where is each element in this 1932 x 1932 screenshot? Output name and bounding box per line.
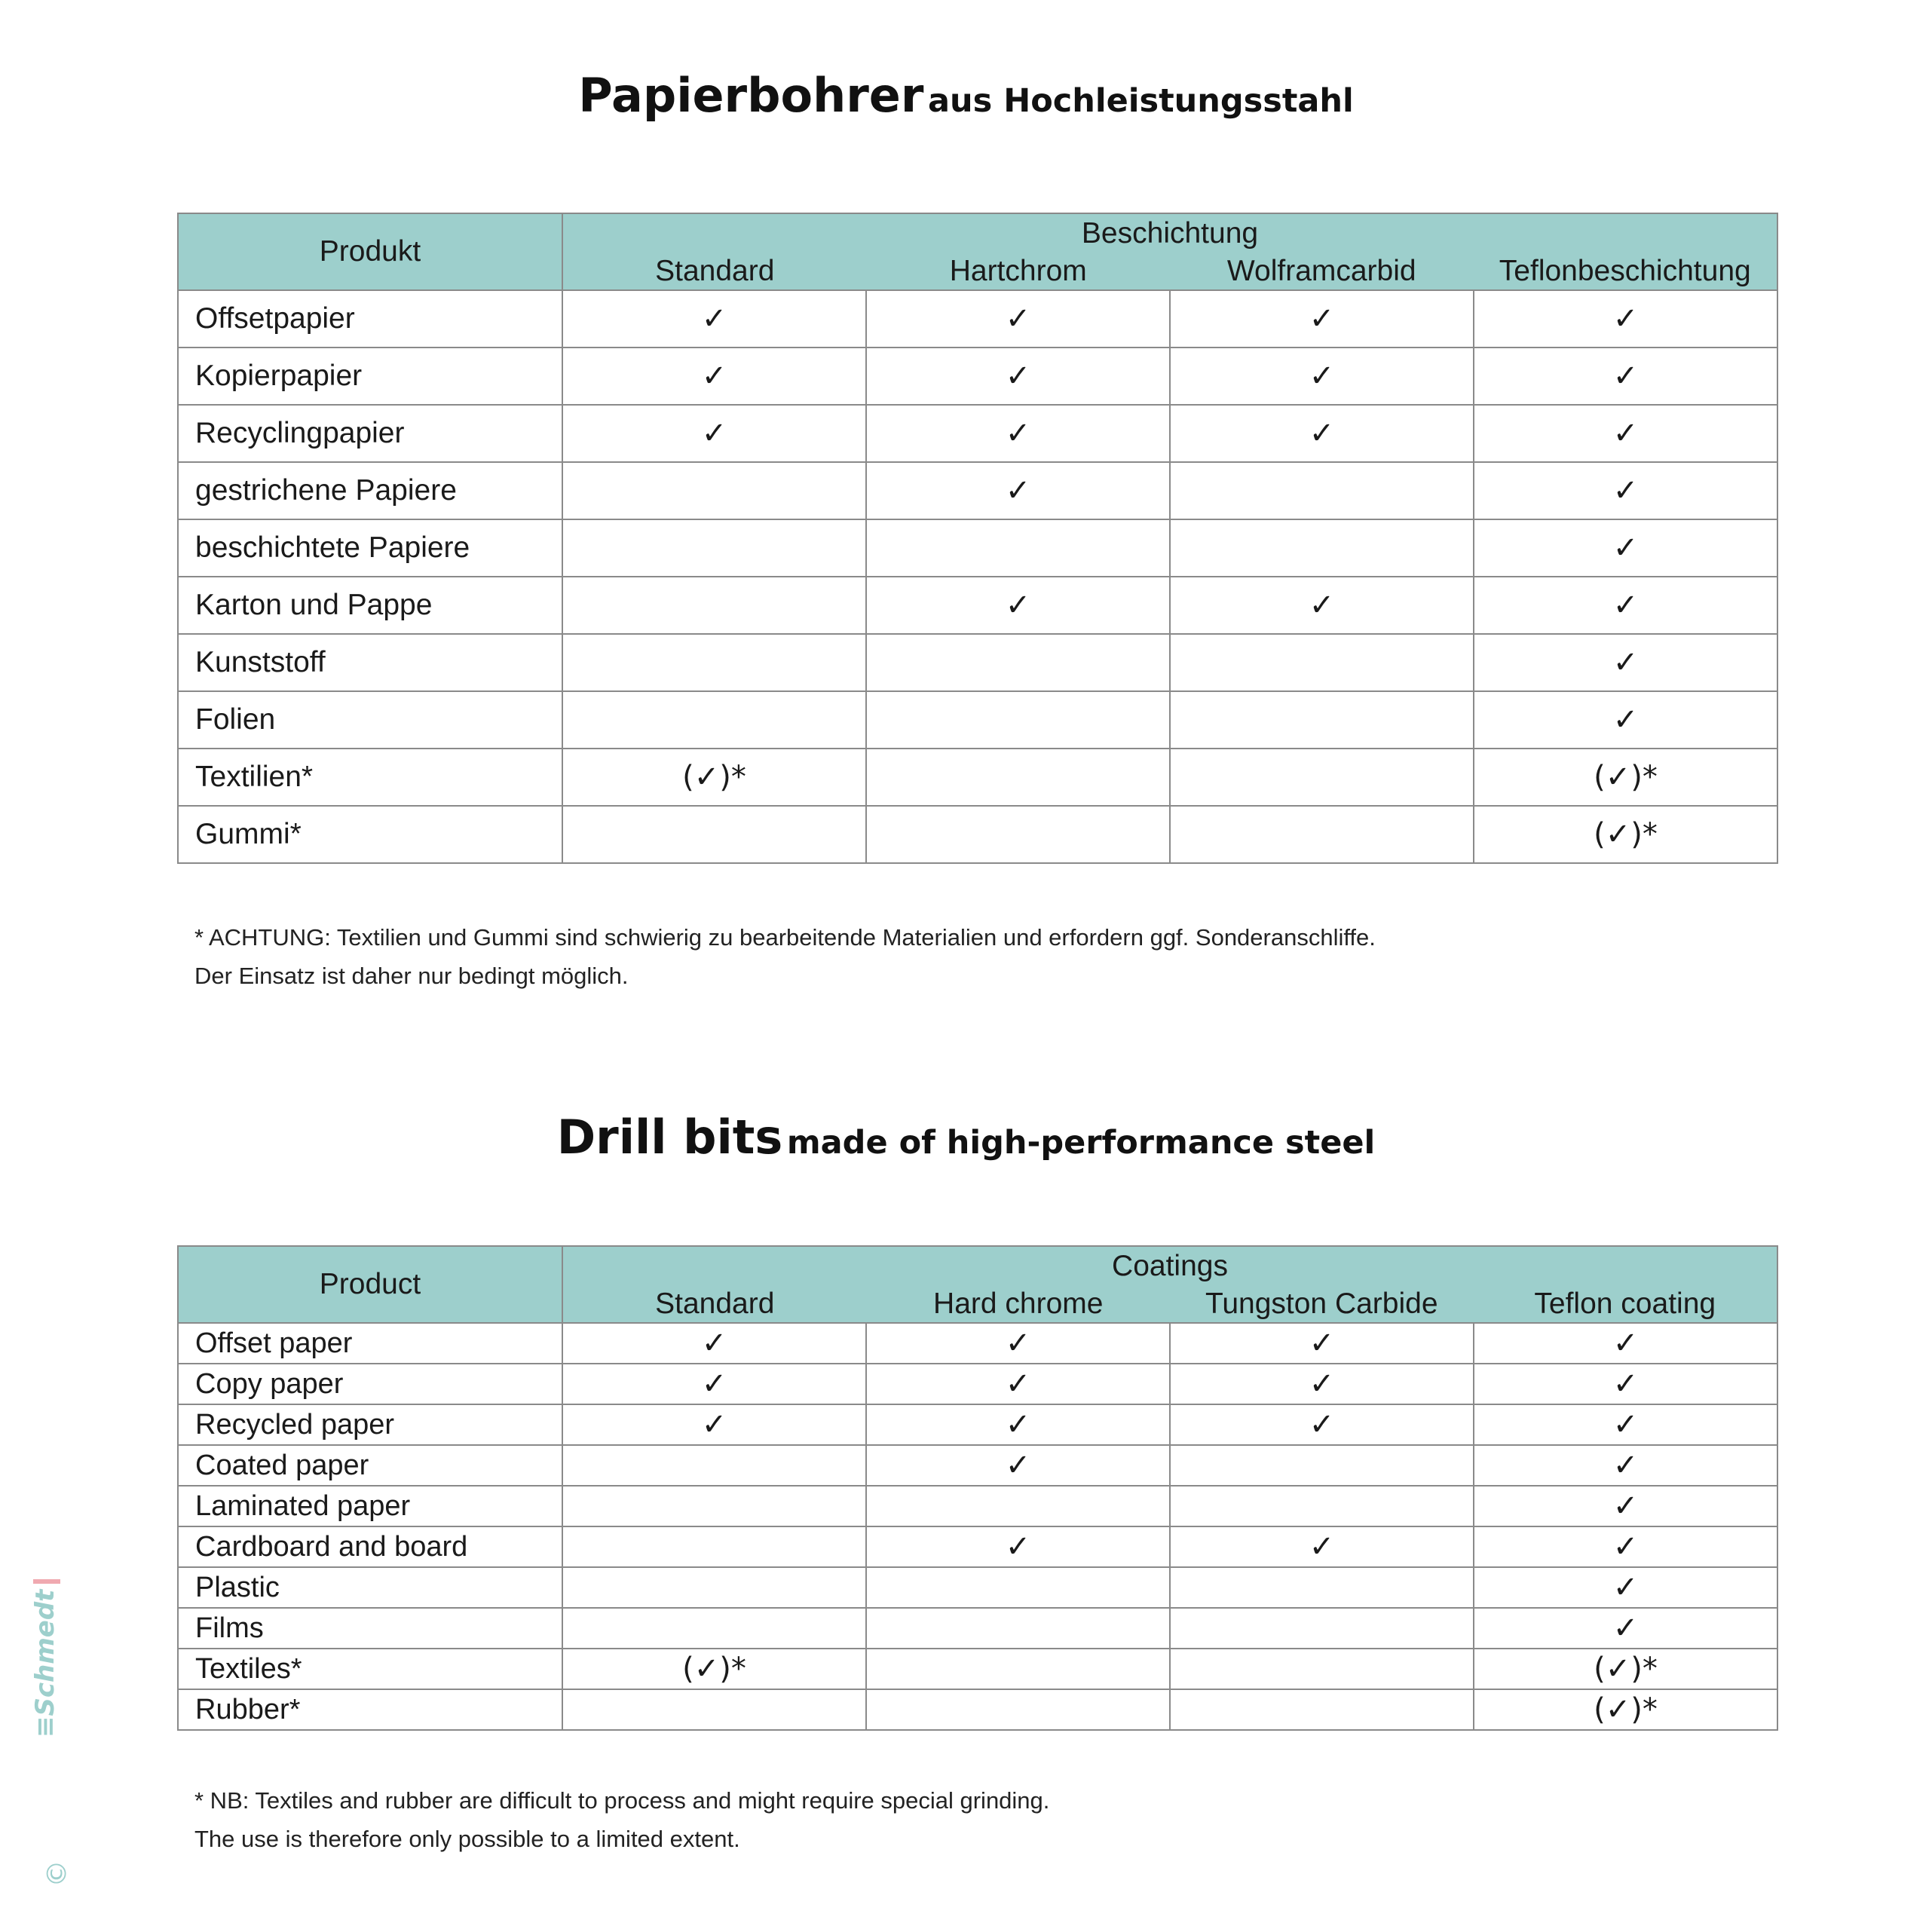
- empty-cell: [866, 806, 1170, 863]
- table-row: [178, 806, 1777, 863]
- empty-cell: [1170, 691, 1474, 749]
- empty-cell: [562, 1445, 866, 1486]
- row-product-name: Textilien*: [178, 749, 562, 806]
- check-mark-cell: ✓: [562, 348, 866, 405]
- table-row: [178, 1323, 1777, 1364]
- schmedt-logo-text: ≡Schmedt: [30, 1589, 60, 1738]
- empty-cell: [1170, 806, 1474, 863]
- check-mark-cell: ✓: [866, 348, 1170, 405]
- english-footnote: [194, 1781, 1049, 1858]
- english-compatibility-table: [177, 1245, 1778, 1731]
- empty-cell: [1170, 462, 1474, 519]
- check-mark-cell: ✓: [1474, 405, 1777, 462]
- check-mark-cell: ✓: [866, 1323, 1170, 1364]
- check-mark-cell: ✓: [1474, 1608, 1777, 1649]
- check-mark-cell: ✓: [866, 1404, 1170, 1445]
- check-mark-cell: (✓)*: [562, 1649, 866, 1689]
- empty-cell: [1170, 1689, 1474, 1730]
- table-row: [178, 749, 1777, 806]
- check-mark-cell: ✓: [1474, 691, 1777, 749]
- row-product-name: Rubber*: [178, 1689, 562, 1730]
- table-row: [178, 519, 1777, 577]
- german-footnote-line2: Der Einsatz ist daher nur bedingt möglich.: [194, 963, 629, 989]
- header-col-tungsten-carbide: Wolframcarbid: [1226, 255, 1416, 287]
- table-row: [178, 1567, 1777, 1608]
- row-product-name: Recyclingpapier: [178, 405, 562, 462]
- table-row: [178, 1404, 1777, 1445]
- row-product-name: Cardboard and board: [178, 1526, 562, 1567]
- empty-cell: [1170, 1445, 1474, 1486]
- table-row: [178, 1486, 1777, 1526]
- check-mark-cell: ✓: [1474, 577, 1777, 634]
- check-mark-cell: ✓: [866, 577, 1170, 634]
- table-row: [178, 405, 1777, 462]
- row-product-name: Offsetpapier: [178, 290, 562, 348]
- check-mark-cell: ✓: [1170, 405, 1474, 462]
- row-product-name: Films: [178, 1608, 562, 1649]
- check-mark-cell: ✓: [866, 405, 1170, 462]
- empty-cell: [1170, 1608, 1474, 1649]
- german-footnote-line1: * ACHTUNG: Textilien und Gummi sind schwierig zu bearbeitende Materialien und erfordern ggf. Sonderanschliffe.: [194, 924, 1376, 951]
- german-footnote: [194, 918, 1376, 995]
- table-row: [178, 1364, 1777, 1404]
- german-title: [0, 68, 1932, 123]
- english-title: [0, 1110, 1932, 1165]
- table-row: [178, 1689, 1777, 1730]
- row-product-name: Kopierpapier: [178, 348, 562, 405]
- header-col-teflon: Teflonbeschichtung: [1499, 255, 1751, 287]
- check-mark-cell: ✓: [1474, 1526, 1777, 1567]
- empty-cell: [866, 634, 1170, 691]
- row-product-name: Textiles*: [178, 1649, 562, 1689]
- header-col-tungsten-carbide: Tungston Carbide: [1205, 1287, 1438, 1320]
- german-compatibility-table: [177, 213, 1778, 864]
- table-row: [178, 290, 1777, 348]
- table-row: [178, 634, 1777, 691]
- check-mark-cell: ✓: [1474, 1486, 1777, 1526]
- check-mark-cell: ✓: [1170, 290, 1474, 348]
- check-mark-cell: ✓: [1170, 1526, 1474, 1567]
- table-row: [178, 1608, 1777, 1649]
- empty-cell: [866, 1567, 1170, 1608]
- check-mark-cell: ✓: [1170, 1404, 1474, 1445]
- empty-cell: [1170, 634, 1474, 691]
- empty-cell: [866, 1608, 1170, 1649]
- check-mark-cell: (✓)*: [1474, 1649, 1777, 1689]
- check-mark-cell: (✓)*: [1474, 749, 1777, 806]
- empty-cell: [866, 519, 1170, 577]
- check-mark-cell: ✓: [1474, 1323, 1777, 1364]
- english-title-sub: made of high-performance steel: [786, 1124, 1376, 1162]
- check-mark-cell: (✓)*: [1474, 1689, 1777, 1730]
- empty-cell: [866, 1649, 1170, 1689]
- check-mark-cell: ✓: [866, 1364, 1170, 1404]
- empty-cell: [562, 1486, 866, 1526]
- english-title-main: Drill bits: [556, 1110, 783, 1165]
- empty-cell: [1170, 1649, 1474, 1689]
- empty-cell: [562, 806, 866, 863]
- check-mark-cell: ✓: [1170, 348, 1474, 405]
- row-product-name: Plastic: [178, 1567, 562, 1608]
- empty-cell: [562, 519, 866, 577]
- header-coatings: [562, 213, 1777, 290]
- check-mark-cell: ✓: [1170, 1364, 1474, 1404]
- table-row: [178, 691, 1777, 749]
- check-mark-cell: ✓: [866, 290, 1170, 348]
- check-mark-cell: ✓: [1474, 1364, 1777, 1404]
- empty-cell: [562, 462, 866, 519]
- check-mark-cell: ✓: [866, 1445, 1170, 1486]
- check-mark-cell: ✓: [1170, 1323, 1474, 1364]
- check-mark-cell: ✓: [562, 1404, 866, 1445]
- check-mark-cell: ✓: [562, 1364, 866, 1404]
- table-row: [178, 577, 1777, 634]
- check-mark-cell: ✓: [1474, 519, 1777, 577]
- row-product-name: Kunststoff: [178, 634, 562, 691]
- row-product-name: Offset paper: [178, 1323, 562, 1364]
- empty-cell: [562, 1689, 866, 1730]
- empty-cell: [1170, 1567, 1474, 1608]
- empty-cell: [866, 691, 1170, 749]
- german-title-main: Papierbohrer: [578, 68, 924, 123]
- check-mark-cell: ✓: [1474, 290, 1777, 348]
- german-title-sub: aus Hochleistungsstahl: [928, 82, 1354, 120]
- check-mark-cell: ✓: [1474, 1445, 1777, 1486]
- row-product-name: gestrichene Papiere: [178, 462, 562, 519]
- header-product: Produkt: [178, 213, 562, 290]
- check-mark-cell: ✓: [562, 405, 866, 462]
- table-row: [178, 1526, 1777, 1567]
- schmedt-logo: [30, 1589, 68, 1738]
- empty-cell: [562, 577, 866, 634]
- empty-cell: [1170, 1486, 1474, 1526]
- empty-cell: [562, 1608, 866, 1649]
- row-product-name: Gummi*: [178, 806, 562, 863]
- header-col-teflon: Teflon coating: [1534, 1287, 1716, 1320]
- check-mark-cell: (✓)*: [562, 749, 866, 806]
- row-product-name: Karton und Pappe: [178, 577, 562, 634]
- header-coatings-group: Coatings: [1112, 1250, 1228, 1282]
- header-col-hard-chrome: Hartchrom: [949, 255, 1087, 287]
- check-mark-cell: (✓)*: [1474, 806, 1777, 863]
- table-row: [178, 348, 1777, 405]
- row-product-name: Coated paper: [178, 1445, 562, 1486]
- header-col-standard: Standard: [655, 255, 775, 287]
- check-mark-cell: ✓: [1474, 348, 1777, 405]
- empty-cell: [562, 1526, 866, 1567]
- check-mark-cell: ✓: [866, 1526, 1170, 1567]
- row-product-name: beschichtete Papiere: [178, 519, 562, 577]
- empty-cell: [562, 691, 866, 749]
- header-col-standard: Standard: [655, 1287, 775, 1320]
- logo-accent-bar: [33, 1579, 60, 1584]
- table-row: [178, 462, 1777, 519]
- english-footnote-line1: * NB: Textiles and rubber are difficult to process and might require special grinding.: [194, 1787, 1050, 1814]
- row-product-name: Recycled paper: [178, 1404, 562, 1445]
- empty-cell: [866, 1689, 1170, 1730]
- copyright-icon: ©: [41, 1860, 73, 1888]
- row-product-name: Folien: [178, 691, 562, 749]
- row-product-name: Copy paper: [178, 1364, 562, 1404]
- check-mark-cell: ✓: [1474, 462, 1777, 519]
- empty-cell: [562, 634, 866, 691]
- header-product: Product: [178, 1246, 562, 1323]
- table-row: [178, 1649, 1777, 1689]
- empty-cell: [866, 749, 1170, 806]
- check-mark-cell: ✓: [1474, 634, 1777, 691]
- empty-cell: [1170, 519, 1474, 577]
- english-footnote-line2: The use is therefore only possible to a limited extent.: [194, 1826, 740, 1852]
- header-col-hard-chrome: Hard chrome: [933, 1287, 1104, 1320]
- row-product-name: Laminated paper: [178, 1486, 562, 1526]
- check-mark-cell: ✓: [1170, 577, 1474, 634]
- empty-cell: [1170, 749, 1474, 806]
- check-mark-cell: ✓: [866, 462, 1170, 519]
- table-row: [178, 1445, 1777, 1486]
- empty-cell: [866, 1486, 1170, 1526]
- header-coatings: [562, 1246, 1777, 1323]
- check-mark-cell: ✓: [1474, 1567, 1777, 1608]
- check-mark-cell: ✓: [562, 1323, 866, 1364]
- header-coatings-group: Beschichtung: [1081, 217, 1259, 250]
- empty-cell: [562, 1567, 866, 1608]
- check-mark-cell: ✓: [1474, 1404, 1777, 1445]
- check-mark-cell: ✓: [562, 290, 866, 348]
